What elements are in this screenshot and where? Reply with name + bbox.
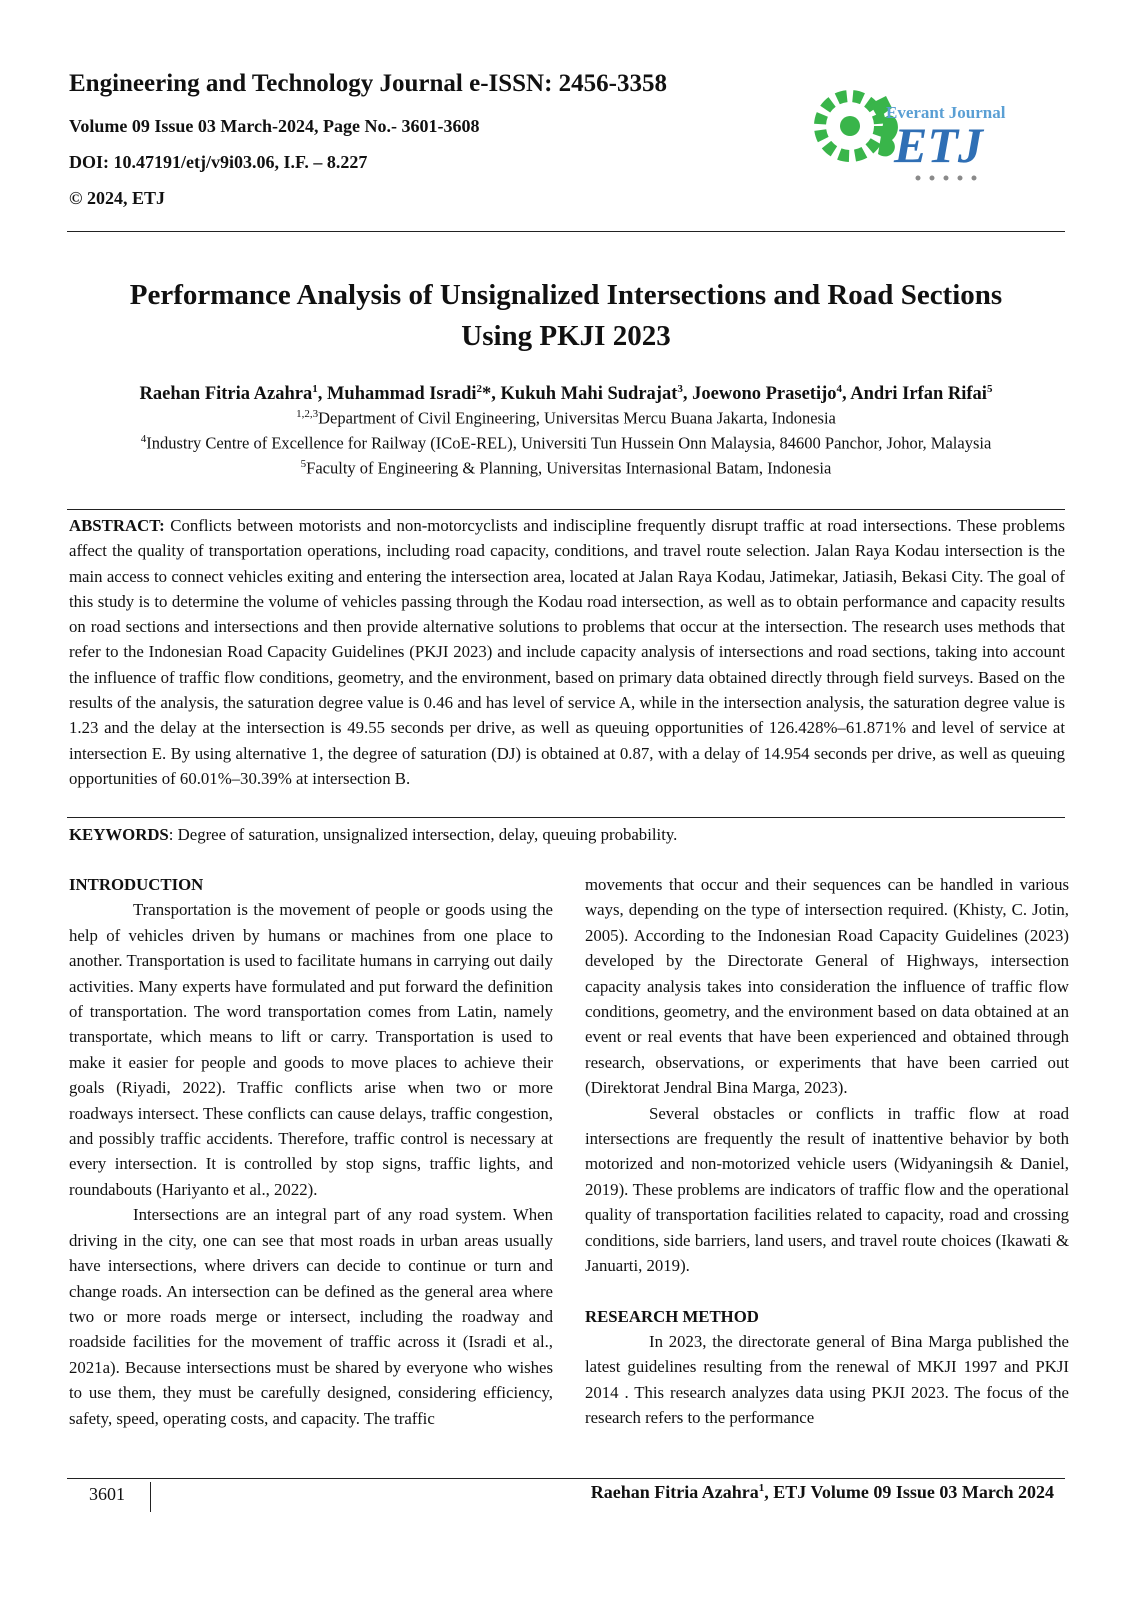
left-column <box>69 872 553 1431</box>
paper-title <box>60 275 1072 357</box>
section-heading-research-method: RESEARCH METHOD <box>585 1306 759 1326</box>
paragraph: Several obstacles or conflicts in traffic flow at road intersections are frequently the result of inattentive behavior by both motorized and non-motorized vehicle users (Widyaningsih & Daniel, 2019). These problems are indicators of traffic flow and the operational quality of transportation facilities related to capacity, road and crossing conditions, side barriers, land users, and travel route choices (Ikawati & Januarti, 2019). <box>585 1103 1069 1276</box>
abstract-label: ABSTRACT: <box>69 516 165 535</box>
title-line-2: Using PKJI 2023 <box>461 320 671 352</box>
copyright: © 2024, ETJ <box>69 188 165 208</box>
paragraph: Transportation is the movement of people or goods using the help of vehicles driven by humans or machines from one place to another. Transportation is used to facilitate humans in carrying out daily activities. Many experts have formulated and put forward the definition of transportation. The word transportation comes from Latin, namely transportate, which means to lift or carry. Transportation is used to make it easier for people and goods to move places to achieve their goals (Riyadi, 2022). Traffic conflicts arise when two or more roadways intersect. These conflicts can cause delays, traffic congestion, and possibly traffic accidents. Therefore, traffic control is necessary at every intersection. It is controlled by stop signs, traffic lights, and roundabouts (Hariyanto et al., 2022). <box>69 900 553 1199</box>
author: Kukuh Mahi Sudrajat$^3$, <box>500 383 693 405</box>
logo-subtext: Everant Journal <box>886 103 1006 122</box>
header-rule <box>67 231 1065 232</box>
author: Raehan Fitria Azahra$^1$, <box>139 383 327 405</box>
affiliation: $^5$Faculty of Engineering & Planning, Universitas Internasional Batam, Indonesia <box>300 458 832 478</box>
title-line-1: Performance Analysis of Unsignalized Intersections and Road Sections <box>129 279 1003 311</box>
affiliation: $^{1,2,3}$Department of Civil Engineering, Universitas Mercu Buana Jakarta, Indonesia <box>296 408 836 428</box>
footer-rule <box>67 1478 1065 1479</box>
keywords-label: KEYWORDS <box>69 825 169 844</box>
footer-separator <box>150 1482 151 1512</box>
affiliation: $^4$Industry Centre of Excellence for Railway (ICoE-REL), Universiti Tun Hussein Onn Malaysia, 84600 Panchor, Johor, Malaysia <box>140 433 992 453</box>
paragraph: movements that occur and their sequences can be handled in various ways, depending on the type of intersection required. (Khisty, C. Jotin, 2005). According to the Indonesian Road Capacity Guidelines (2023) developed by the Directorate General of Highways, intersection capacity analysis takes into consideration the influence of traffic flow conditions, geometry, and the environment based on data obtained at an event or real events that have been experienced and obtained through research, observations, or experiments that have been carried out (Direktorat Jendral Bina Marga, 2023). <box>585 875 1069 1098</box>
journal-logo <box>808 78 1028 190</box>
abstract-top-rule <box>67 509 1065 510</box>
keywords-text: : Degree of saturation, unsignalized intersection, delay, queuing probability. <box>168 825 678 844</box>
author-list <box>40 383 1092 405</box>
paragraph: In 2023, the directorate general of Bina Marga published the latest guidelines resulting from the renewal of MKJI 1997 and PKJI 2014 . This research analyzes data using PKJI 2023. The focus of the research refers to the performance <box>585 1331 1069 1428</box>
logo-text: ETJ <box>894 117 983 173</box>
abstract-text: Conflicts between motorists and non-motorcyclists and indiscipline frequently disrupt traffic at road intersections. These problems affect the quality of transportation operations, including road capacity, conditions, and travel route selection. Jalan Raya Kodau intersection is the main access to connect vehicles exiting and entering the intersection area, located at Jalan Raya Kodau, Jatimekar, Jatiasih, Bekasi City. The goal of this study is to determine the volume of vehicles passing through the Kodau road intersection, as well as to obtain performance and capacity results on road sections and intersections and then provide alternative solutions to problems that occur at the intersection. The research uses methods that refer to the Indonesian Road Capacity Guidelines (PKJI 2023) and include capacity analysis of intersections and road sections, taking into account the influence of traffic flow conditions, geometry, and the environment, based on primary data obtained directly through field surveys. Based on the results of the analysis, the saturation degree value is 0.46 and has level of service A, while in the intersection analysis, the saturation degree value is 1.23 and the delay at the intersection is 49.55 seconds per drive, as well as queuing opportunities of 126.428%–61.871% and level of service at intersection E. By using alternative 1, the degree of saturation (DJ) is obtained at 0.87, with a delay of 14.954 seconds per drive, as well as queuing opportunities of 60.01%–30.39% at intersection B. <box>69 516 1065 788</box>
doi-info: DOI: 10.47191/etj/v9i03.06, I.F. – 8.227 <box>69 152 368 172</box>
page-number: 3601 <box>89 1484 125 1504</box>
author: Muhammad Isradi$^2$*, <box>326 383 501 405</box>
right-column <box>585 872 1069 1431</box>
abstract-bottom-rule <box>67 817 1065 818</box>
abstract <box>69 513 1065 791</box>
journal-title: Engineering and Technology Journal e-ISSN: 2456-3358 <box>69 70 668 97</box>
paragraph-gap <box>585 1279 1069 1304</box>
section-heading-introduction: INTRODUCTION <box>69 875 204 894</box>
author: Andri Irfan Rifai$^5$ <box>850 383 993 405</box>
paragraph: Intersections are an integral part of any road system. When driving in the city, one can see that most roads in urban areas usually have intersections, where drivers can decide to continue or turn and change roads. An intersection can be defined as the general area where two or more roads merge or intersect, including the roadway and roadside facilities for the movement of traffic across it (Isradi et al., 2021a). Because intersections must be shared by everyone who wishes to use them, they must be carefully designed, considering efficiency, safety, speed, operating costs, and capacity. The traffic <box>69 1205 553 1428</box>
volume-info: Volume 09 Issue 03 March-2024, Page No.- 3601-3608 <box>69 116 480 136</box>
keywords <box>69 822 1065 847</box>
running-footer: Raehan Fitria Azahra$^1$, ETJ Volume 09 Issue 03 March 2024 <box>590 1482 1054 1502</box>
author: Joewono Prasetijo$^4$, <box>692 383 851 405</box>
